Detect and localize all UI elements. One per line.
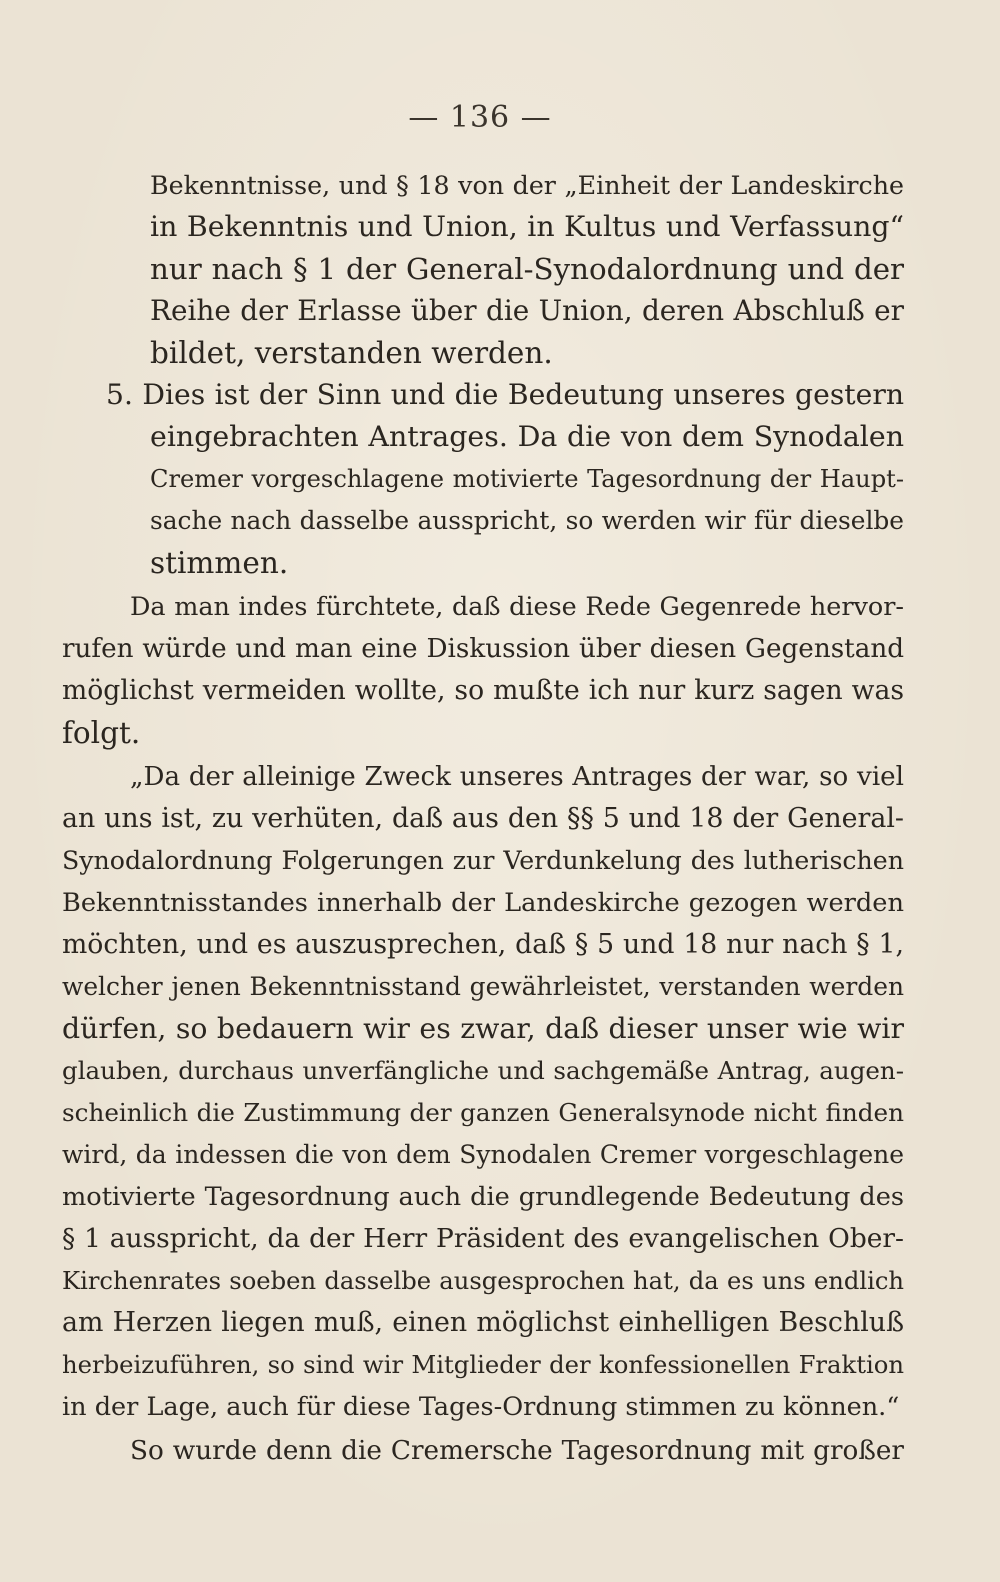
text-line: Bekenntnisstandes innerhalb der Landeskirche gezogen werden [62,888,904,918]
text-line: So wurde denn die Cremersche Tagesordnung mit großer [130,1436,904,1466]
text-line: dürfen, so bedauern wir es zwar, daß dieser unser wie wir [62,1012,904,1045]
paragraph [62,1430,904,1472]
text-line: welcher jenen Bekenntnisstand gewährleistet, verstanden werden [62,972,904,1001]
text-line: stimmen. [150,546,289,580]
text-line: an uns ist, zu verhüten, daß aus den §§ 5 und 18 der General- [62,803,904,834]
text-line: herbeizuführen, so sind wir Mitglieder der konfessionellen Fraktion [62,1350,904,1379]
paragraph [62,586,904,754]
text-line: Bekenntnisse, und § 18 von der „Einheit der Landeskirche [150,170,904,200]
paragraph-continuation [62,164,904,374]
text-line: möglichst vermeiden wollte, so mußte ich nur kurz sagen was [62,675,904,706]
text-line: Synodalordnung Folgerungen zur Verdunkelung des lutherischen [62,846,904,875]
quoted-paragraph [62,756,904,1428]
text-line: glauben, durchaus unverfängliche und sachgemäße Antrag, augen- [62,1056,904,1085]
numbered-point-5 [62,374,904,584]
text-line: sache nach dasselbe ausspricht, so werden wir für dieselbe [150,506,904,535]
text-line: bildet, verstanden werden. [150,336,553,370]
text-line: scheinlich die Zustimmung der ganzen Generalsynode nicht finden [62,1098,904,1127]
text-line: in der Lage, auch für diese Tages-Ordnung stimmen zu können.“ [62,1392,900,1422]
text-line: nur nach § 1 der General-Synodalordnung und der [150,252,904,286]
text-line: § 1 ausspricht, da der Herr Präsident des evangelischen Ober- [62,1223,904,1254]
text-line: Da man indes fürchtete, daß diese Rede Gegenrede hervor- [130,592,904,622]
text-line: folgt. [62,716,141,750]
text-line: rufen würde und man eine Diskussion über diesen Gegenstand [62,634,904,664]
text-line: Kirchenrates soeben dasselbe ausgesprochen hat, da es uns endlich [62,1267,904,1295]
text-line: 5. Dies ist der Sinn und die Bedeutung unseres gestern [106,378,904,411]
text-line: am Herzen liegen muß, einen möglichst einhelligen Beschluß [62,1307,904,1338]
page-number: — 136 — [408,100,552,135]
text-line: Reihe der Erlasse über die Union, deren Abschluß er [150,294,904,327]
text-line: eingebrachten Antrages. Da die von dem Synodalen [150,420,904,453]
text-line: wird, da indessen die von dem Synodalen Cremer vorgeschlagene [62,1140,904,1169]
text-line: motivierte Tagesordnung auch die grundlegende Bedeutung des [62,1182,904,1212]
text-line: „Da der alleinige Zweck unseres Antrages der war, so viel [130,762,904,792]
text-line: in Bekenntnis und Union, in Kultus und Verfassung“ [150,210,904,243]
text-line: Cremer vorgeschlagene motivierte Tagesordnung der Haupt- [150,465,904,493]
text-line: möchten, und es auszusprechen, daß § 5 und 18 nur nach § 1, [62,929,904,960]
